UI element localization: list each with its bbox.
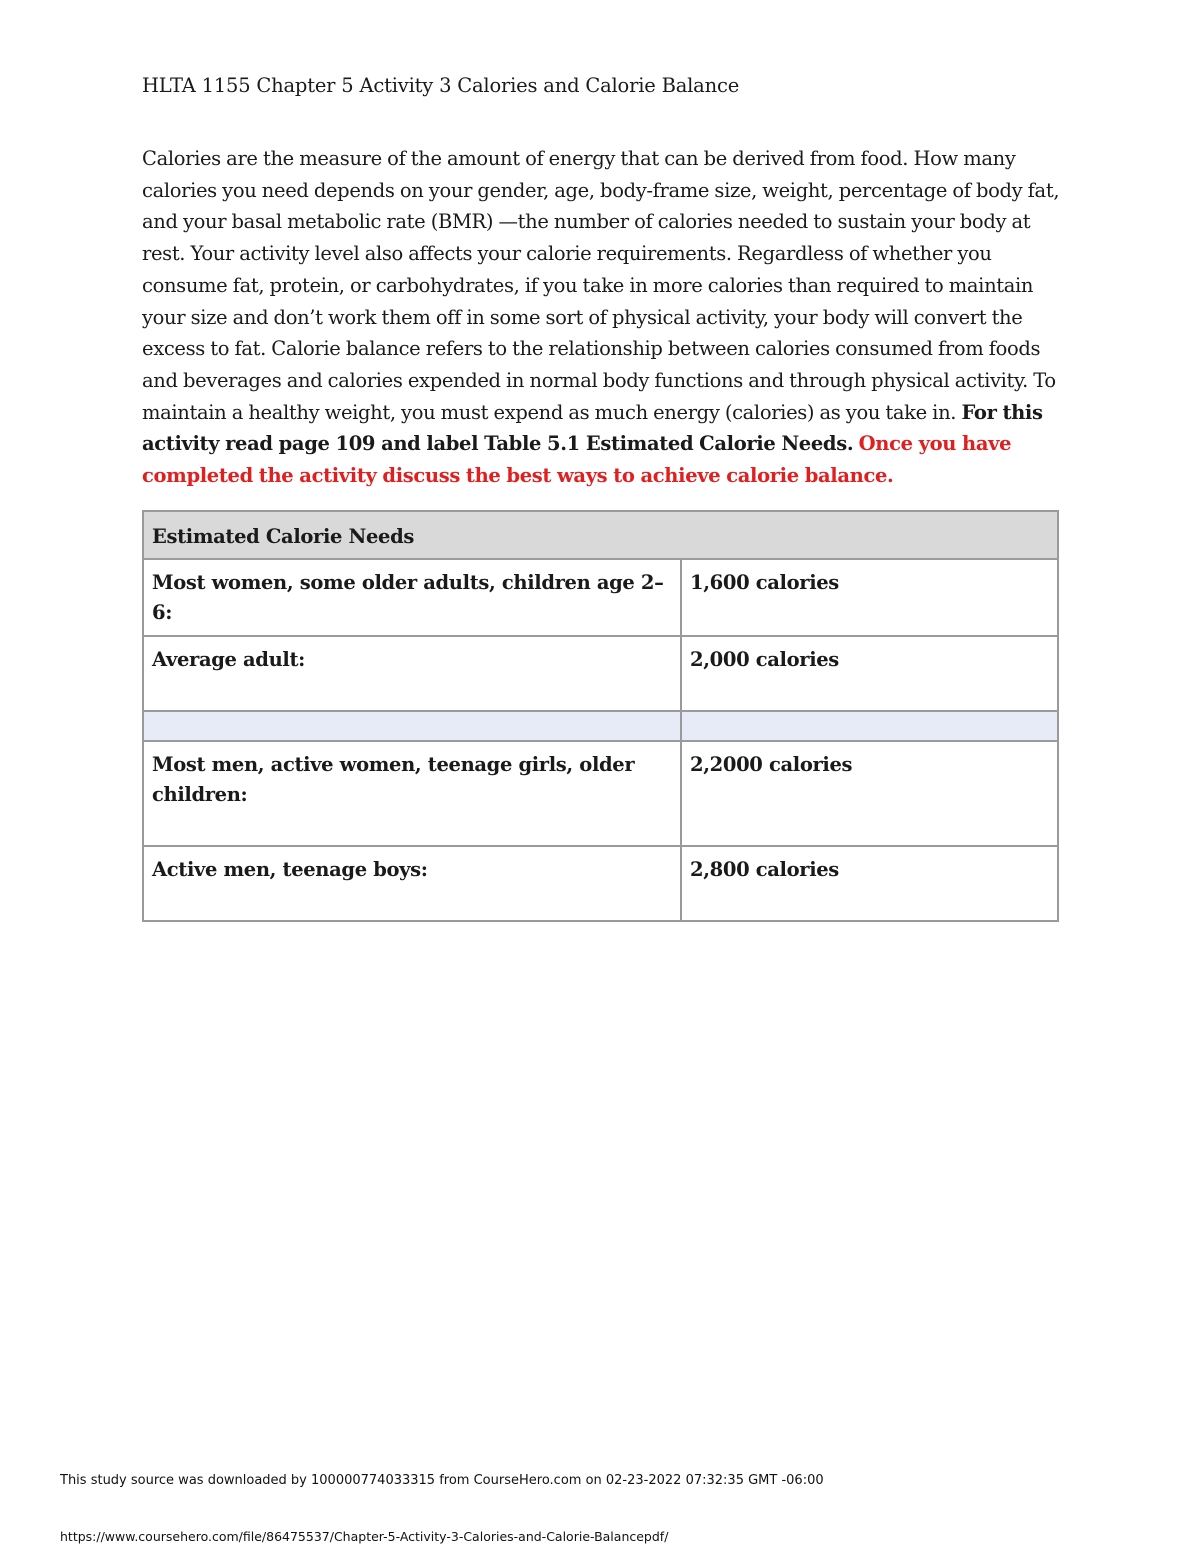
table-row [143, 559, 1058, 636]
row-label: Average adult: [143, 636, 681, 711]
paragraph-text: Calories are the measure of the amount of energy that can be derived from food. How many calories you need depends on your gender, age, body-frame size, weight, percentage of body fat, and your basal metabolic rate (BMR) —the number of calories needed to sustain your body at rest. Your activity level also affects your calorie requirements. Regardless of whether you consume fat, protein, or carbohydrates, if you take in more calories than required to maintain your size and don’t work them off in some sort of physical activity, your body will convert the excess to fat. Calorie balance refers to the relationship between calories consumed from foods and beverages and calories expended in normal body functions and through physical activity. To maintain a healthy weight, you must expend as much energy (calories) as you take in. [142, 147, 1060, 424]
row-value [681, 711, 1058, 741]
row-label [143, 711, 681, 741]
intro-paragraph [142, 143, 1062, 492]
paragraph-bold-instruction: For this activity read page 109 and label Table 5.1 Estimated Calorie Needs. [142, 400, 1043, 456]
table-header-row [143, 511, 1058, 559]
table-row [143, 741, 1058, 846]
footer-url-link[interactable]: https://www.coursehero.com/file/86475537/Chapter-5-Activity-3-Calories-and-Calorie-Balancepdf/ [60, 1529, 669, 1544]
row-value: 2,000 calories [681, 636, 1058, 711]
row-value: 2,2000 calories [681, 741, 1058, 846]
footer-download-notice: This study source was downloaded by 100000774033315 from CourseHero.com on 02-23-2022 07:32:35 GMT -06:00 [60, 1473, 824, 1488]
paragraph-red-instruction: Once you have completed the activity discuss the best ways to achieve calorie balance. [142, 432, 1012, 488]
table-header-cell: Estimated Calorie Needs [143, 511, 1058, 559]
estimated-calorie-needs-table [142, 510, 1059, 922]
table-row-blank [143, 711, 1058, 741]
document-title: HLTA 1155 Chapter 5 Activity 3 Calories and Calorie Balance [142, 74, 740, 97]
row-value: 1,600 calories [681, 559, 1058, 636]
table-row [143, 846, 1058, 921]
table-row [143, 636, 1058, 711]
row-label: Most women, some older adults, children age 2–6: [143, 559, 681, 636]
row-label: Most men, active women, teenage girls, older children: [143, 741, 681, 846]
row-label: Active men, teenage boys: [143, 846, 681, 921]
row-value: 2,800 calories [681, 846, 1058, 921]
